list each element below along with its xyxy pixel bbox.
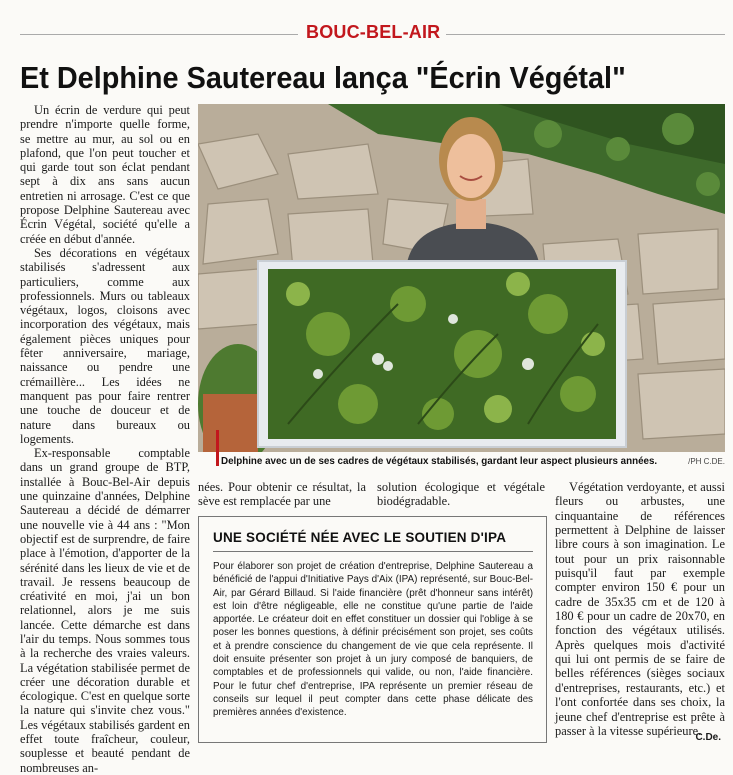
paragraph-1: Un écrin de verdure qui peut prendre n'importe quelle forme, se mettre au mur, au sol ou en plafond, que l'on peut toucher et qui garde tout son éclat pendant sept à dix ans sans aucun entretien ni arrosage. C'est ce que propose Delphine Sautereau avec Écrin Végétal, société qu'elle a créée en début d'année. [20,103,190,246]
column-1 [20,103,190,775]
rubric-line-right [446,34,725,35]
column-3 [377,480,545,509]
box-text: Pour élaborer son projet de création d'entreprise, Delphine Sautereau a bénéficié de l'appui d'Initiative Pays d'Aix (IPA) représenté, sur Bouc-Bel-Air, par Gérard Billaud. Si l'aide financière (prêt d'honneur sans intérêt) est loin d'être négligeable, elle ne constitue qu'une partie de l'aide apportée. Le créateur doit en effet constituer un dossier qui l'oblige à se poser les bonnes questions, à définir précisément son projet, ses coûts et à prendre conscience du changement de vie que cela représente. Il doit ensuite présenter son projet à un jury composé de banquiers, de comptables et de professionnels qui valide, ou non, l'aide financière. Pour le futur chef d'entreprise, IPA représente un premier réseau de conseils sur lequel il peut compter dans cette phase délicate des premières années d'existence. [213,561,533,719]
paragraph-col3: solution écologique et végétale biodégradable. [377,480,545,509]
photo-caption [221,456,725,467]
paragraph-3: Ex-responsable comptable dans un grand groupe de BTP, installée à Bouc-Bel-Air depuis une quinzaine d'années, Delphine Sautereau a décidé de démarrer une nouvelle vie à 44 ans : "Mon objectif est de surprendre, de faire place à l'émotion, d'apporter de la sérénité dans les lieux de vie et de travail. Je ressens beaucoup de créativité en moi, j'ai un bon relationnel, alors je me suis lancée. Cette démarche est dans l'air du temps. Nous sommes tous à la recherche des vraies valeurs. La végétation stabilisée permet de créer une décoration durable et écologique. C'est en quelque sorte la nature qui s'invite chez vous." Les végétaux stabilisés gardent en effet toute fraîcheur, couleur, souplesse et beauté pendant de nombreuses an- [20,446,190,775]
photo-credit: /PH C.DE. [688,457,725,466]
box-title: UNE SOCIÉTÉ NÉE AVEC LE SOUTIEN D'IPA [213,530,507,545]
column-2 [198,480,366,509]
caption-text: Delphine avec un de ses cadres de végétaux stabilisés, gardant leur aspect plusieurs années. [221,456,658,467]
author-signature: C.De. [695,732,721,743]
photo-illustration [198,104,725,452]
paragraph-col4: Végétation verdoyante, et aussi fleurs ou arbustes, une cinquantaine de références permettent à Delphine de laisser libre cours à son imagination. Le tout pour un prix raisonnable puisqu'il faut par exemple compter environ 150 € pour un cadre de 35x35 cm et de 120 à 180 € pour un cadre de 20x70, en fonction des végétaux utilisés. Après quelques mois d'activité qui lui ont permis de se faire de belles références (sièges sociaux d'entreprises, restaurants, etc.) et l'ont confortée dans ses choix, la jeune chef d'entreprise est prête à passer à la vitesse supérieure. [555,480,725,738]
paragraph-col2: nées. Pour obtenir ce résultat, la sève est remplacée par une [198,480,366,509]
article-photo [198,104,725,452]
box-title-rule [213,551,533,552]
caption-marker [216,430,219,466]
rubric-line-left [20,34,298,35]
column-4 [555,480,725,738]
section-rubric: BOUC-BEL-AIR [306,22,441,42]
paragraph-2: Ses décorations en végétaux stabilisés s'adressent aux particuliers, comme aux professionnels. Murs ou tableaux végétaux, logos, cloisons avec incorporation des végétaux, mais également pièces uniques pour fêter anniversaire, mariage, naissance ou pendre une crémaillère... Les idées ne manquent pas pour faire rentrer une touche de douceur et de nature dans bureaux ou logements. [20,245,190,446]
article-headline: Et Delphine Sautereau lança "Écrin Végétal" [20,60,626,95]
sidebar-box [198,516,547,743]
